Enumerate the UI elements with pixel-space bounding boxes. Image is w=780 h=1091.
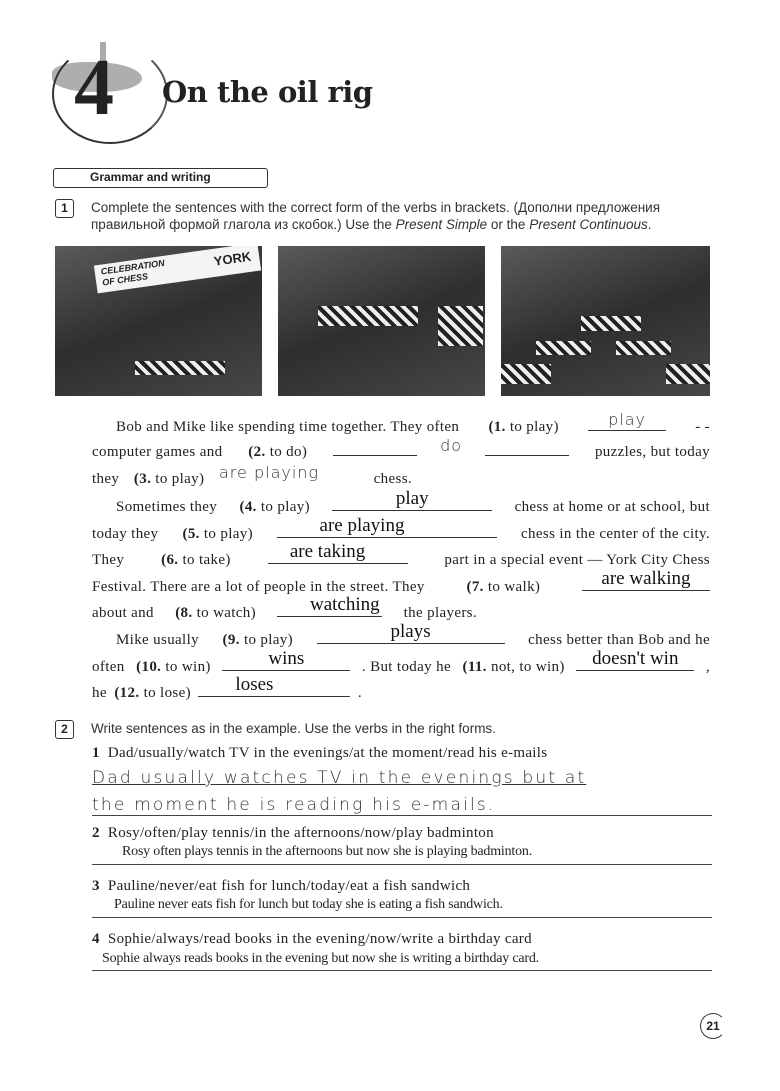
answer-4: play: [395, 488, 429, 509]
exercise-2-item: [92, 931, 532, 948]
answer-8: watching: [309, 594, 380, 615]
verb-clue: [161, 552, 231, 569]
item-prompt: Pauline/never/eat fish for lunch/today/eat a fish sandwich: [107, 878, 471, 894]
text: .: [357, 685, 362, 701]
verb-clue: [175, 605, 256, 622]
instruction-text: or the: [487, 217, 530, 232]
answer-blank-5[interactable]: [277, 515, 497, 538]
answer-3: are playing: [219, 463, 320, 482]
text: They: [92, 552, 125, 568]
chess-board: [501, 364, 551, 384]
instruction-text: правильной формой глагола из скобок.) Use the: [91, 217, 396, 232]
exercise-2-number: 2: [55, 720, 74, 739]
answer-blank-3[interactable]: [219, 463, 359, 483]
verb-clue: [466, 579, 540, 596]
verb-clue: [488, 419, 558, 436]
exercise-1-number: 1: [55, 199, 74, 218]
exercise-1-line: [92, 515, 710, 543]
clue-number: (6.: [161, 552, 179, 568]
text: chess.: [373, 471, 412, 487]
text: about and: [92, 605, 154, 621]
clue-number: (10.: [136, 659, 162, 675]
clue-verb: to play): [203, 526, 253, 542]
exercise-1-line: [92, 594, 477, 622]
answer-rule: [92, 970, 712, 971]
exercise-1-line: [92, 674, 362, 702]
exercise-1-line: [92, 436, 710, 461]
exercise-2-item: [92, 878, 470, 895]
answer-12: loses: [235, 674, 274, 695]
answer-9: plays: [390, 621, 431, 642]
answer-6: are taking: [289, 541, 366, 562]
answer-rule: [92, 917, 712, 918]
answer-rule: [92, 815, 712, 816]
text: Bob and Mike like spending time together. They often: [116, 419, 460, 435]
answer-blank-12[interactable]: [198, 674, 350, 697]
clue-verb: to play): [509, 419, 559, 435]
answer-rule: [92, 864, 712, 865]
answer-blank-6[interactable]: [268, 541, 408, 564]
text: chess better than Bob and he: [528, 632, 710, 648]
clue-number: (8.: [175, 605, 193, 621]
answer-blank-11[interactable]: [576, 648, 694, 671]
tense-name: Present Continuous: [529, 217, 648, 232]
exercise-2-item: [92, 825, 494, 842]
item-2-answer[interactable]: Rosy often plays tennis in the afternoons but now she is playing badminton.: [122, 844, 533, 859]
clue-verb: to walk): [487, 579, 541, 595]
clue-verb: to play): [243, 632, 293, 648]
chess-board: [536, 341, 591, 355]
item-number: 2: [92, 825, 100, 841]
clue-verb: to win): [165, 659, 211, 675]
item-number: 3: [92, 878, 100, 894]
chess-board: [666, 364, 710, 384]
answer-11: doesn't win: [592, 648, 679, 669]
clue-number: (4.: [239, 499, 257, 515]
answer-10: wins: [268, 648, 305, 669]
clue-verb: to play): [155, 471, 205, 487]
exercise-1-instruction: [91, 200, 660, 215]
chess-board: [438, 306, 483, 346]
clue-verb: to lose): [143, 685, 191, 701]
verb-clue: [239, 499, 309, 516]
clue-number: (1.: [488, 419, 506, 435]
clue-number: (5.: [182, 526, 200, 542]
clue-number: (11.: [462, 659, 487, 675]
verb-clue: [182, 526, 252, 543]
item-4-answer[interactable]: Sophie always reads books in the evening but now she is writing a birthday card.: [102, 951, 539, 966]
verb-clue: [463, 659, 565, 676]
item-3-answer[interactable]: Pauline never eats fish for lunch but today she is eating a fish sandwich.: [114, 897, 503, 912]
festival-banner: [94, 246, 261, 293]
text: chess at home or at school, but: [514, 499, 710, 515]
item-number: 1: [92, 745, 100, 761]
instruction-line-1: Complete the sentences with the correct form of the verbs in brackets. (Дополни предложения: [91, 200, 661, 215]
text: ,: [705, 659, 710, 675]
clue-number: (3.: [133, 471, 152, 487]
exercise-2-instruction: Write sentences as in the example. Use the verbs in the right forms.: [91, 721, 496, 736]
exercise-1-line: [116, 410, 710, 436]
text: - -: [695, 419, 710, 435]
text: . But today he: [361, 659, 451, 675]
instruction-text: .: [647, 217, 652, 232]
text: Festival. There are a lot of people in the street. They: [92, 579, 425, 595]
clue-number: (12.: [114, 685, 140, 701]
exercise-2-item: [92, 745, 547, 762]
verb-clue: [114, 685, 191, 702]
chess-board: [135, 361, 225, 375]
clue-verb: to watch): [196, 605, 256, 621]
item-prompt: Rosy/often/play tennis/in the afternoons/now/play badminton: [107, 825, 494, 841]
answer-7: are walking: [601, 568, 691, 589]
text: they: [92, 471, 120, 487]
clue-verb: not, to win): [490, 659, 565, 675]
banner-text: CELEBRATION OF CHESS: [100, 257, 166, 288]
item-prompt: Dad/usually/watch TV in the evenings/at the moment/read his e-mails: [107, 745, 548, 761]
item-1-answer-line-1[interactable]: Dad usually watches TV in the evenings but at: [92, 768, 587, 788]
answer-blank-7[interactable]: [582, 568, 710, 591]
answer-blank-2[interactable]: [333, 436, 569, 456]
text: Mike usually: [116, 632, 199, 648]
verb-clue: [134, 471, 204, 488]
photo-chess-table: [278, 246, 485, 396]
answer-blank-8[interactable]: [277, 594, 382, 617]
clue-verb: to take): [182, 552, 231, 568]
answer-2: do: [440, 436, 463, 455]
clue-number: (2.: [248, 444, 266, 460]
photo-chess-festival-entrance: [55, 246, 262, 396]
page-title: On the oil rig: [162, 75, 373, 109]
chess-board: [616, 341, 671, 355]
exercise-1-line: [92, 568, 710, 596]
verb-clue: [223, 632, 293, 649]
item-1-answer-line-2[interactable]: the moment he is reading his e-mails.: [92, 795, 496, 815]
text: puzzles, but today: [594, 444, 710, 460]
clue-number: (7.: [466, 579, 484, 595]
chess-board: [318, 306, 418, 326]
item-prompt: Sophie/always/read books in the evening/now/write a birthday card: [107, 931, 532, 947]
item-number: 4: [92, 931, 100, 947]
text: often: [92, 659, 125, 675]
banner-york-text: YORK: [212, 248, 253, 269]
exercise-1-line: [92, 463, 412, 488]
clue-verb: to do): [269, 444, 308, 460]
verb-clue: [136, 659, 211, 676]
section-label: Grammar and writing: [90, 170, 211, 184]
photo-giant-chess: [501, 246, 710, 396]
answer-5: are playing: [319, 515, 405, 536]
chapter-number: 4: [74, 44, 114, 132]
text: today they: [92, 526, 159, 542]
answer-blank-10[interactable]: [222, 648, 350, 671]
answer-1: play: [608, 410, 646, 429]
answer-blank-9[interactable]: [317, 621, 505, 644]
exercise-1-line: [116, 621, 710, 649]
exercise-1-line: [116, 488, 710, 516]
text: the players.: [403, 605, 477, 621]
text: computer games and: [92, 444, 223, 460]
answer-blank-1[interactable]: [588, 410, 666, 431]
page-number: 21: [700, 1013, 726, 1039]
text: chess in the center of the city.: [521, 526, 710, 542]
verb-clue: [248, 444, 307, 461]
text: part in a special event — York City Chess: [444, 552, 710, 568]
text: Sometimes they: [116, 499, 218, 515]
answer-blank-4[interactable]: [332, 488, 492, 511]
clue-number: (9.: [222, 632, 240, 648]
tense-name: Present Simple: [395, 217, 488, 232]
exercise-1-line: [92, 648, 710, 676]
chess-board: [581, 316, 641, 331]
exercise-1-line: [92, 541, 710, 569]
text: he: [92, 685, 107, 701]
clue-verb: to play): [260, 499, 310, 515]
exercise-1-instruction-line-2: [91, 217, 652, 232]
